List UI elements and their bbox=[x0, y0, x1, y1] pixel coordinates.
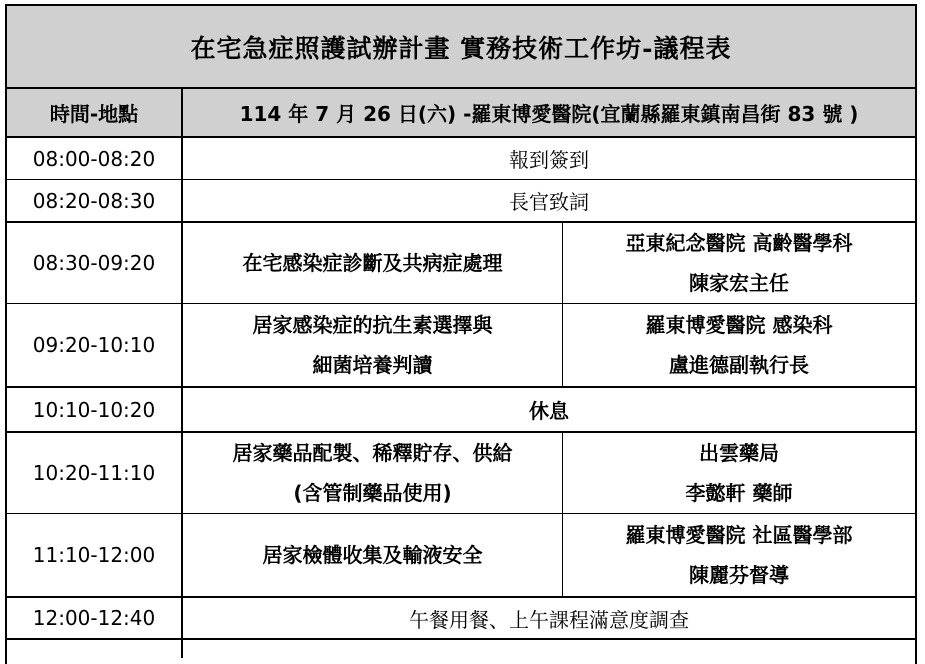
session-time: 10:10-10:20 bbox=[7, 388, 183, 431]
session-time: 10:20-11:10 bbox=[7, 433, 183, 513]
speaker-affiliation: 亞東紀念醫院 高齡醫學科 bbox=[625, 231, 853, 255]
agenda-title: 在宅急症照護試辦計畫 實務技術工作坊-議程表 bbox=[7, 6, 915, 89]
table-header-row bbox=[7, 89, 915, 136]
table-row bbox=[7, 136, 915, 179]
table-row bbox=[7, 638, 915, 658]
speaker-name: 盧進德副執行長 bbox=[669, 353, 809, 377]
topic-line: 居家檢體收集及輸液安全 bbox=[262, 543, 483, 567]
session-speaker bbox=[563, 304, 915, 386]
topic-line: (含管制藥品使用) bbox=[293, 481, 452, 505]
table-row bbox=[7, 386, 915, 431]
agenda-table bbox=[5, 4, 917, 664]
topic-line: 居家藥品配製、稀釋貯存、供給 bbox=[232, 441, 513, 465]
session-topic bbox=[183, 304, 563, 386]
table-row bbox=[7, 596, 915, 638]
table-row bbox=[7, 303, 915, 386]
session-activity: 午餐用餐、上午課程滿意度調查 bbox=[409, 607, 689, 632]
speaker-name: 李懿軒 藥師 bbox=[685, 481, 793, 505]
session-time: 08:30-09:20 bbox=[7, 223, 183, 303]
session-time: 08:00-08:20 bbox=[7, 138, 183, 179]
topic-line: 在宅感染症診斷及共病症處理 bbox=[242, 251, 503, 275]
event-date-location: 114 年 7 月 26 日(六) -羅東博愛醫院(宜蘭縣羅東鎮南昌街 83 號 ) bbox=[239, 102, 859, 126]
session-activity: 報到簽到 bbox=[509, 148, 589, 172]
table-row bbox=[7, 431, 915, 513]
session-time: 12:00-12:40 bbox=[7, 598, 183, 638]
session-time: 11:10-12:00 bbox=[7, 514, 183, 596]
session-speaker bbox=[563, 433, 915, 513]
time-location-header: 時間-地點 bbox=[7, 89, 183, 136]
session-activity: 休息 bbox=[529, 399, 569, 423]
speaker-name: 陳家宏主任 bbox=[689, 271, 789, 295]
session-time: 08:20-08:30 bbox=[7, 180, 183, 221]
speaker-name: 陳麗芬督導 bbox=[689, 563, 789, 587]
speaker-affiliation: 羅東博愛醫院 感染科 bbox=[645, 313, 833, 337]
speaker-affiliation: 出雲藥局 bbox=[699, 441, 779, 465]
session-speaker bbox=[563, 514, 915, 596]
table-row bbox=[7, 179, 915, 221]
topic-line: 居家感染症的抗生素選擇與 bbox=[252, 313, 493, 337]
session-speaker bbox=[563, 223, 915, 303]
session-time: 09:20-10:10 bbox=[7, 304, 183, 386]
speaker-affiliation: 羅東博愛醫院 社區醫學部 bbox=[625, 523, 853, 547]
session-time bbox=[7, 640, 183, 658]
session-topic bbox=[183, 433, 563, 513]
table-row bbox=[7, 513, 915, 596]
session-topic bbox=[183, 223, 563, 303]
session-activity: 長官致詞 bbox=[509, 190, 589, 214]
topic-line: 細菌培養判讀 bbox=[312, 353, 433, 377]
table-row bbox=[7, 221, 915, 303]
session-topic bbox=[183, 514, 563, 596]
